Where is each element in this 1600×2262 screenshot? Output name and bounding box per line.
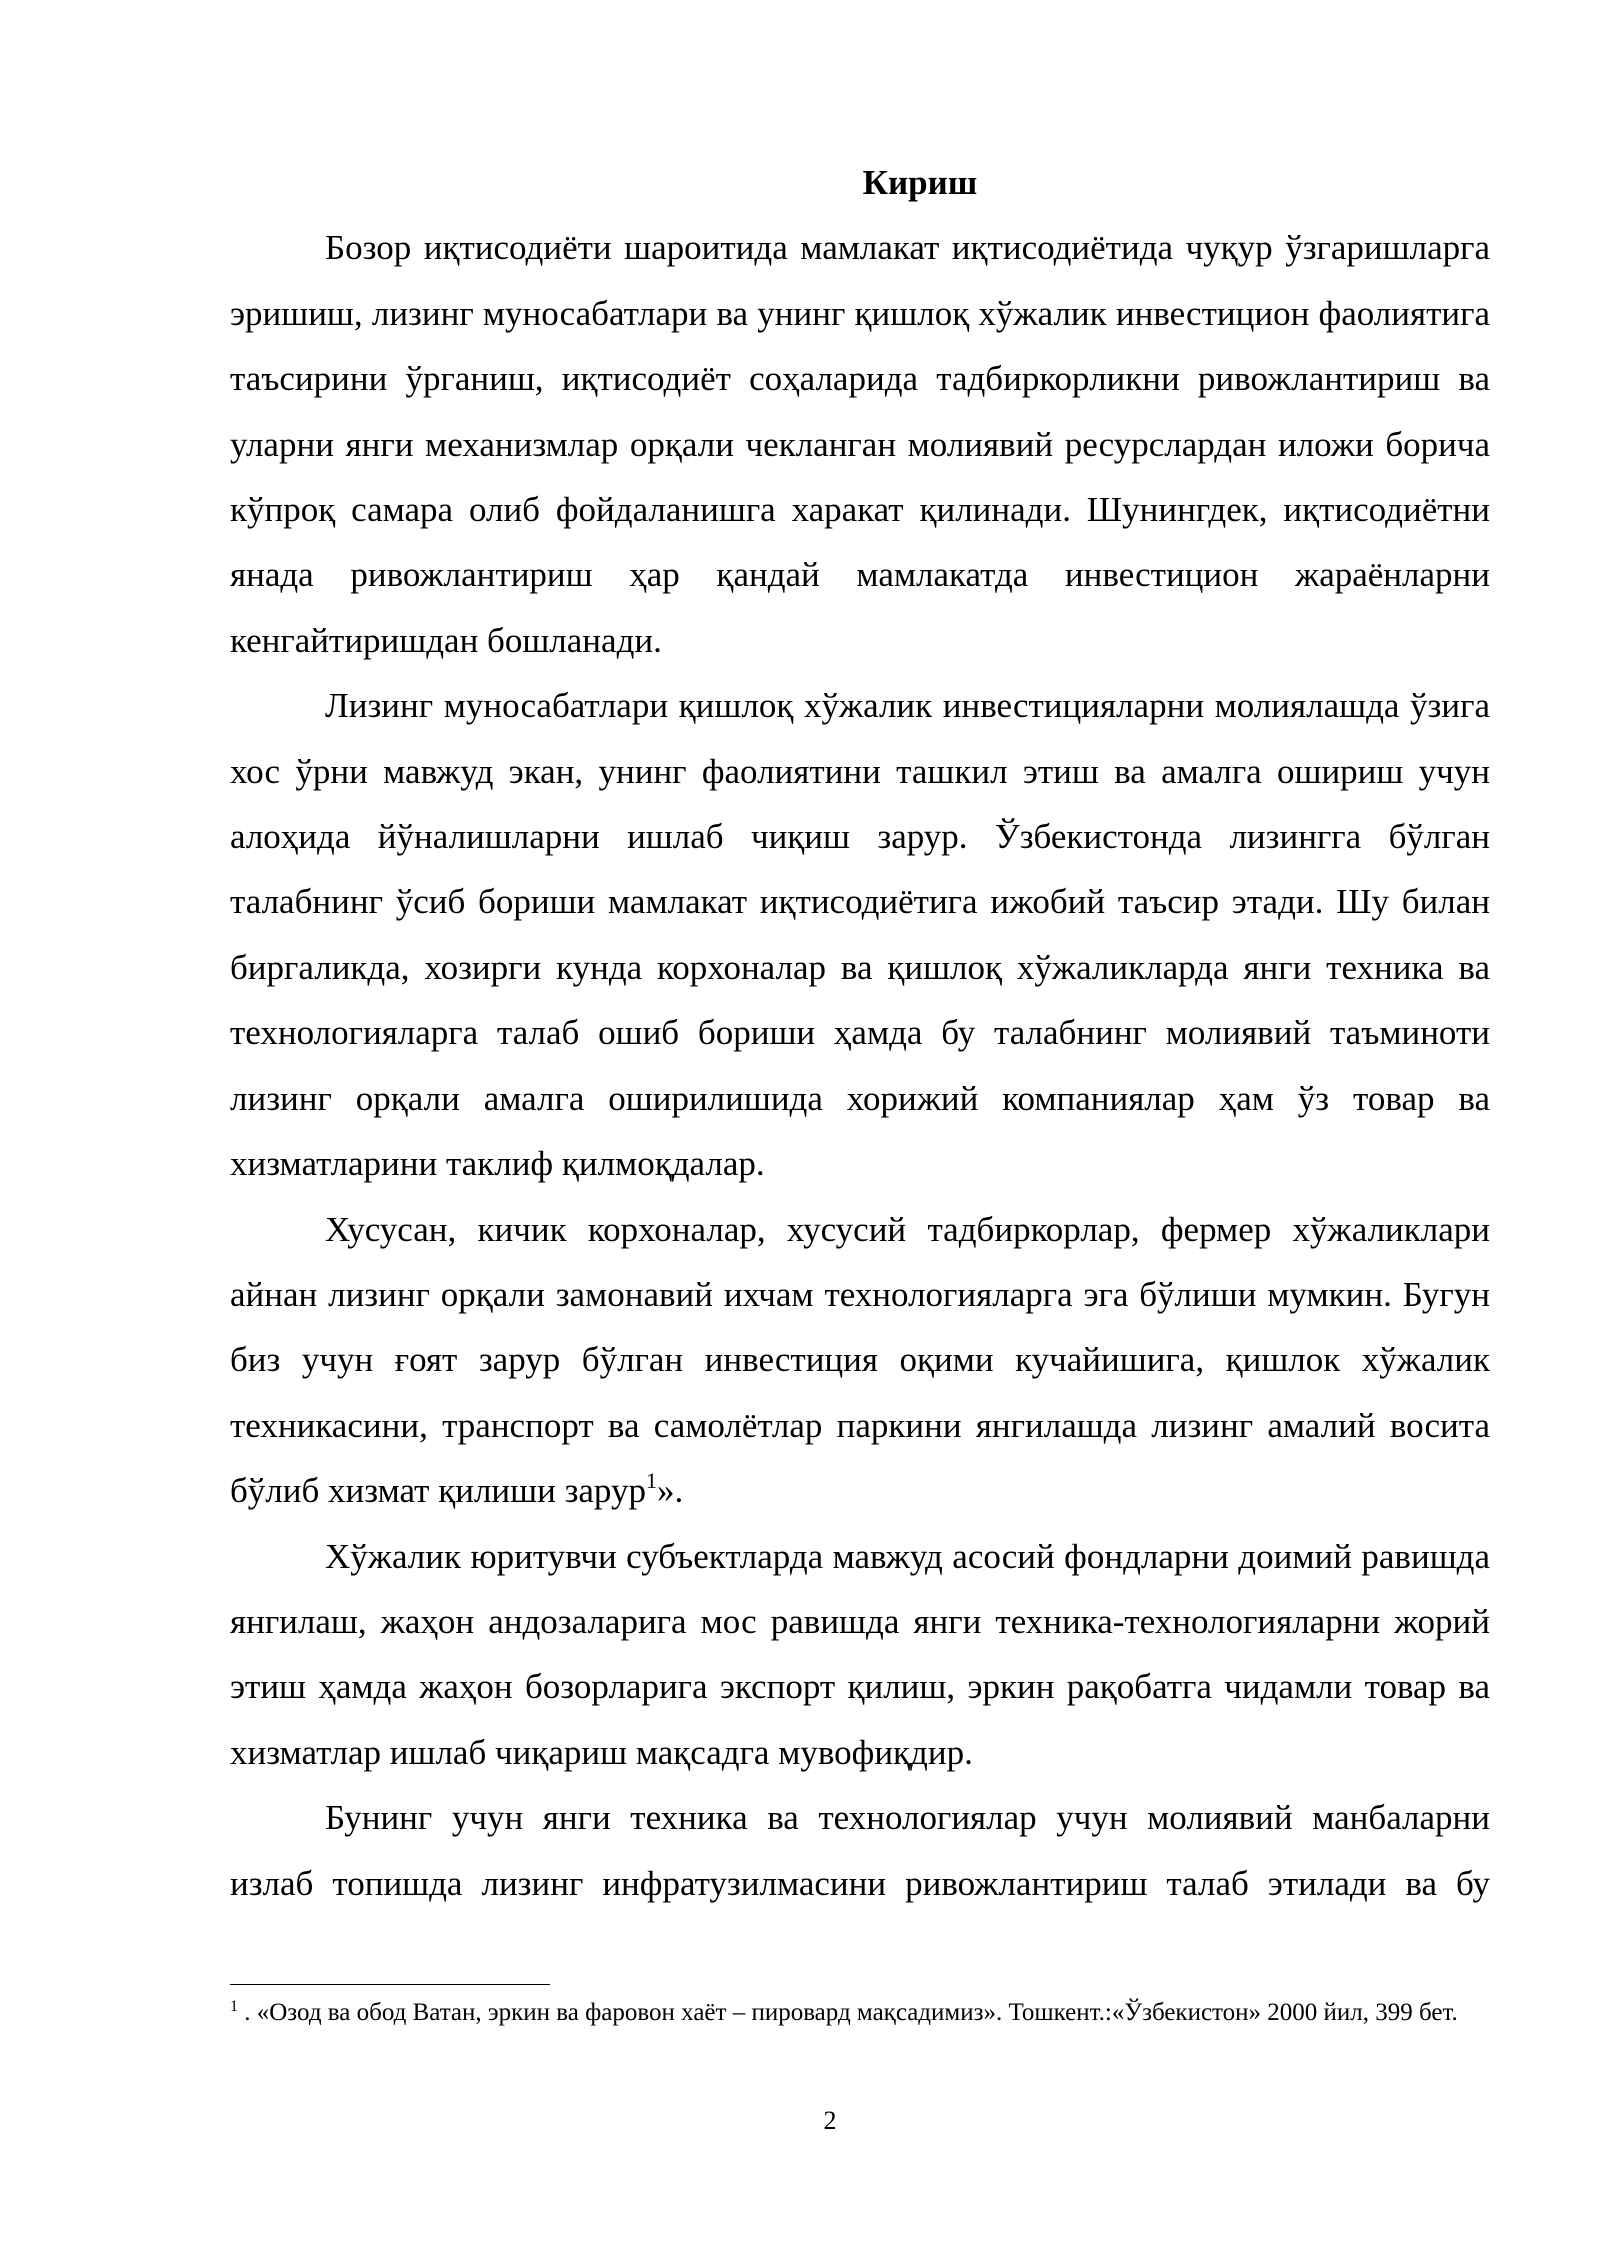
- section-heading: Кириш: [862, 163, 978, 202]
- footnote-separator: [230, 1984, 550, 1985]
- page-number: 2: [823, 2106, 837, 2135]
- paragraph-3-text: Хусусан, кичик корхоналар, хусусий тадбиркорлар, фермер хўжаликлари айнан лизинг орқали замонавий ихчам технологияларга эга бўлиши мумкин. Бугун биз учун ғоят зарур бўлган инвестиция оқими кучайишига, қишлок хўжалик техникасини, транспорт ва самолётлар паркини янгилашда лизинг амалий восита бўлиб хизмат қилиши зарур: [230, 1209, 1490, 1511]
- footnote-marker: 1: [230, 1998, 238, 2015]
- paragraph-3-trail: ».: [656, 1471, 684, 1511]
- footnote-text: . «Озод ва обод Ватан, эркин ва фаровон хаёт – пировард мақсадимиз». Тошкент.:«Ўзбекистон» 2000 йил, 399 бет.: [238, 1999, 1458, 2026]
- footnote-reference[interactable]: 1: [645, 1468, 657, 1494]
- footnote: [230, 1996, 1490, 2030]
- paragraph-2: Лизинг муносабатлари қишлоқ хўжалик инвестицияларни молиялашда ўзига хос ўрни мавжуд экан, унинг фаолиятини ташкил этиш ва амалга ошириш учун алоҳида йўналишларни ишлаб чиқиш зарур. Ўзбекистонда лизингга бўлган талабнинг ўсиб бориши мамлакат иқтисодиётига ижобий таъсир этади. Шу билан биргаликда, хозирги кунда корхоналар ва қишлоқ хўжаликларда янги техника ва технологияларга талаб ошиб бориши ҳамда бу талабнинг молиявий таъминоти лизинг орқали амалга оширилишида хорижий компаниялар ҳам ўз товар ва хизматларини таклиф қилмоқдалар.: [230, 686, 1490, 1184]
- paragraph-5: Бунинг учун янги техника ва технологиялар учун молиявий манбаларни излаб топишда лизинг инфратузилмасини ривожлантириш талаб этилади ва бу: [230, 1798, 1490, 1903]
- paragraph-4: Хўжалик юритувчи субъектларда мавжуд асосий фондларни доимий равишда янгилаш, жаҳон андозаларига мос равишда янги техника-технологияларни жорий этиш ҳамда жаҳон бозорларига экспорт қилиш, эркин рақобатга чидамли товар ва хизматлар ишлаб чиқариш мақсадга мувофиқдир.: [230, 1536, 1490, 1772]
- body-text: [230, 150, 1490, 1916]
- paragraph-3: [230, 1197, 1490, 1524]
- paragraph-1: Бозор иқтисодиёти шароитида мамлакат иқтисодиётида чуқур ўзгаришларга эришиш, лизинг муносабатлари ва унинг қишлоқ хўжалик инвестицион фаолиятига таъсирини ўрганиш, иқтисодиёт соҳаларида тадбиркорликни ривожлантириш ва уларни янги механизмлар орқали чекланган молиявий ресурслардан иложи борича кўпроқ самара олиб фойдаланишга харакат қилинади. Шунингдек, иқтисодиётни янада ривожлантириш ҳар қандай мамлакатда инвестицион жараёнларни кенгайтиришдан бошланади.: [230, 228, 1490, 660]
